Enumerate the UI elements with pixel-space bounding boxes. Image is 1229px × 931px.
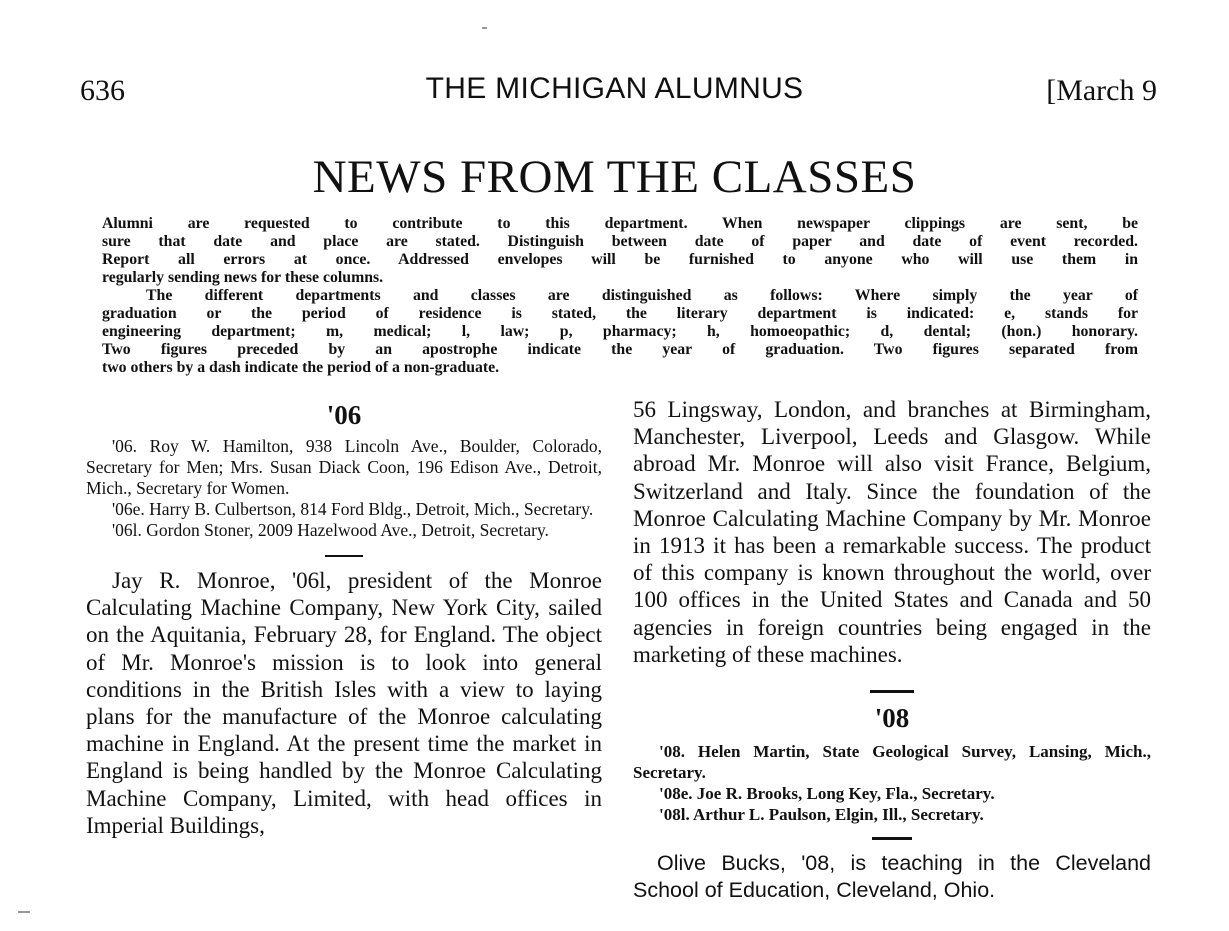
- divider: [872, 837, 912, 840]
- secretary-entry: '08. Helen Martin, State Geological Survey, Lansing, Mich., Secretary.: [633, 742, 1151, 783]
- news-article-monroe-continued: 56 Lingsway, London, and branches at Birmingham, Manchester, Liverpool, Leeds and Glasgow. While abroad Mr. Monroe will also visit France, Belgium, Switzerland and Italy. Since the foundation of the Monroe Calculating Machine Company by Mr. Monroe in 1913 it has been a remarkable success. The product of this company is known throughout the world, over 100 offices in the United States and Canada and 50 agencies in foreign countries being engaged in the marketing of these machines.: [633, 397, 1151, 667]
- section-title: NEWS FROM THE CLASSES: [312, 151, 917, 203]
- news-article-bucks: Olive Bucks, '08, is teaching in the Cleveland School of Education, Cleveland, Ohio.: [633, 851, 1151, 903]
- intro-line: Alumni are requested to contribute to this department. When newspaper clippings are sent, be: [102, 215, 1138, 232]
- scan-mark: [482, 27, 487, 29]
- right-column: [633, 396, 1151, 904]
- class-heading-08: '08: [874, 703, 910, 734]
- left-column: [86, 398, 602, 839]
- secretary-entry: '06. Roy W. Hamilton, 938 Lincoln Ave., Boulder, Colorado, Secretary for Men; Mrs. Susan Diack Coon, 196 Edison Ave., Detroit, Mich., Secretary for Women.: [86, 436, 602, 498]
- divider: [870, 690, 914, 693]
- secretary-entry: '06l. Gordon Stoner, 2009 Hazelwood Ave., Detroit, Secretary.: [112, 520, 549, 540]
- running-title: THE MICHIGAN ALUMNUS: [425, 72, 804, 105]
- intro-line: sure that date and place are stated. Distinguish between date of paper and date of event recorded.: [102, 233, 1138, 250]
- issue-date: [March 9: [1046, 74, 1157, 107]
- page-number: 636: [80, 74, 125, 107]
- class-secretaries-08: [633, 741, 1151, 825]
- intro-line: two others by a dash indicate the period of a non-graduate.: [102, 359, 500, 376]
- class-secretaries-06: [86, 436, 602, 541]
- scan-mark: [18, 911, 30, 913]
- class-heading-06: '06: [326, 400, 362, 430]
- intro-line: The different departments and classes are distinguished as follows: Where simply the year of: [146, 287, 1138, 304]
- secretary-entry: '06e. Harry B. Culbertson, 814 Ford Bldg., Detroit, Mich., Secretary.: [112, 499, 594, 519]
- intro-notice: [102, 215, 1138, 377]
- intro-line: Report all errors at once. Addressed envelopes will be furnished to anyone who will use them in: [102, 251, 1138, 268]
- intro-line: Two figures preceded by an apostrophe indicate the year of graduation. Two figures separated from: [102, 341, 1138, 358]
- intro-line: regularly sending news for these columns.: [102, 269, 384, 286]
- news-article-monroe: Jay R. Monroe, '06l, president of the Monroe Calculating Machine Company, New York City, sailed on the Aquitania, February 28, for England. The object of Mr. Monroe's mission is to look into general conditions in the British Isles with a view to laying plans for the manufacture of the Monroe calculating machine in England. At the present time the market in England is being handled by the Monroe Calculating Machine Company, Limited, with head offices in Imperial Buildings,: [86, 568, 602, 838]
- secretary-entry: '08e. Joe R. Brooks, Long Key, Fla., Secretary.: [659, 784, 995, 804]
- divider: [325, 555, 363, 557]
- intro-line: engineering department; m, medical; l, law; p, pharmacy; h, homoeopathic; d, dental; (hon.) honorary.: [102, 323, 1138, 340]
- secretary-entry: '08l. Arthur L. Paulson, Elgin, Ill., Secretary.: [659, 805, 984, 825]
- intro-line: graduation or the period of residence is stated, the literary department is indicated: e, stands for: [102, 305, 1138, 322]
